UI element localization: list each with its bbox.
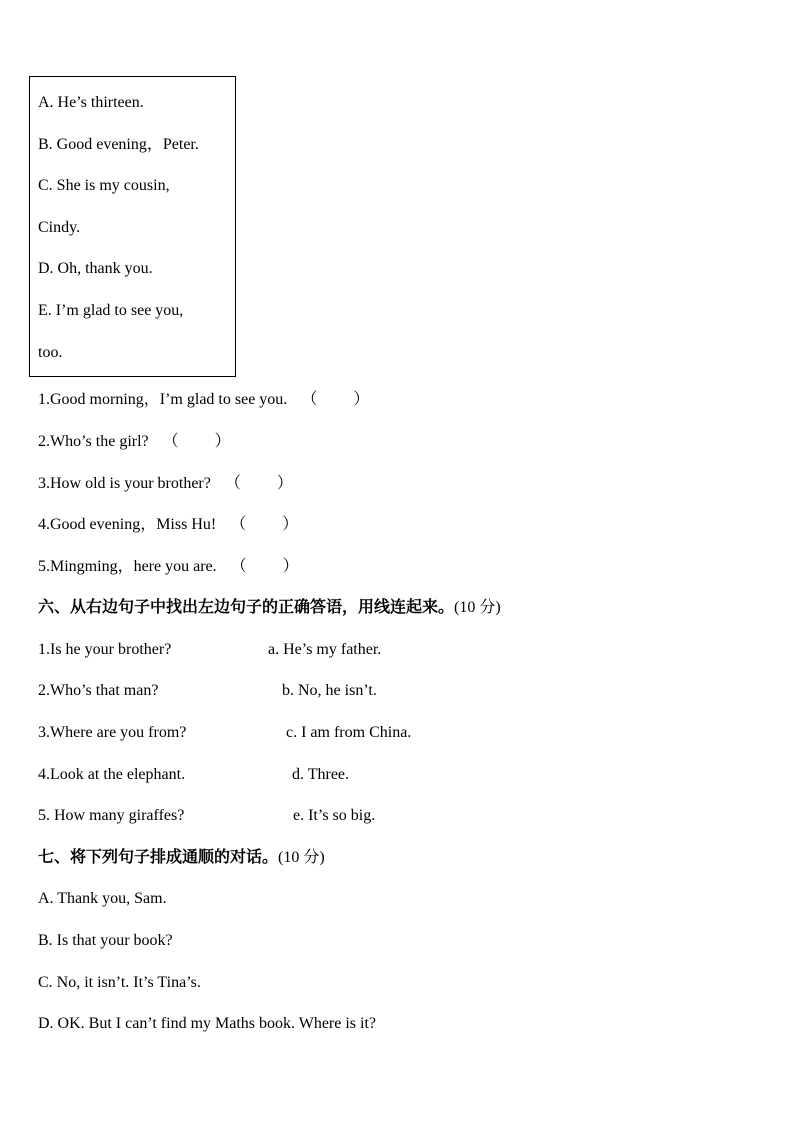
option-c-continued: Cindy. [38,219,81,236]
answer-blank-4[interactable]: （ ） [230,516,299,533]
answer-blank-3[interactable]: （ ） [224,475,293,492]
question-5-text: 5.Mingming，here you are. [38,558,217,575]
question-3 [38,474,293,494]
match-left-3: 3.Where are you from? [38,724,187,741]
dialogue-line-a: A. Thank you, Sam. [38,890,167,907]
dialogue-line-d: D. OK. But I can’t find my Maths book. Where is it? [38,1015,377,1032]
match-left-1: 1.Is he your brother? [38,641,172,658]
question-4-text: 4.Good evening，Miss Hu! [38,516,217,533]
section-6-score: (10 分) [454,599,501,616]
question-1-text: 1.Good morning，I’m glad to see you. [38,391,288,408]
match-right-b: b. No, he isn’t. [282,682,377,699]
option-e-continued: too. [38,344,63,361]
question-3-text: 3.How old is your brother? [38,475,211,492]
match-right-e: e. It’s so big. [293,807,376,824]
dialogue-line-b: B. Is that your book? [38,932,173,949]
match-right-d: d. Three. [292,766,350,783]
question-4 [38,515,298,535]
match-right-c: c. I am from China. [286,724,412,741]
question-5 [38,557,299,577]
option-b: B. Good evening，Peter. [38,136,199,153]
section-7-title: 七、将下列句子排成通顺的对话。 [38,847,279,866]
question-2-text: 2.Who’s the girl? [38,433,149,450]
option-d: D. Oh, thank you. [38,260,153,277]
question-2 [38,432,231,452]
section-6-title: 六、从右边句子中找出左边句子的正确答语，用线连起来。 [38,597,455,616]
section-7-heading [38,847,325,868]
answer-blank-1[interactable]: （ ） [301,391,370,408]
question-1 [38,390,369,410]
match-left-4: 4.Look at the elephant. [38,766,186,783]
match-left-5: 5. How many giraffes? [38,807,185,824]
option-c: C. She is my cousin, [38,177,170,194]
section-6-heading [38,597,501,618]
match-right-a: a. He’s my father. [268,641,382,658]
option-e: E. I’m glad to see you, [38,302,184,319]
answer-blank-2[interactable]: （ ） [162,433,231,450]
dialogue-line-c: C. No, it isn’t. It’s Tina’s. [38,974,201,991]
match-left-2: 2.Who’s that man? [38,682,159,699]
answer-blank-5[interactable]: （ ） [230,558,299,575]
option-a: A. He’s thirteen. [38,94,144,111]
answer-options-box [29,76,236,377]
section-7-score: (10 分) [278,849,325,866]
